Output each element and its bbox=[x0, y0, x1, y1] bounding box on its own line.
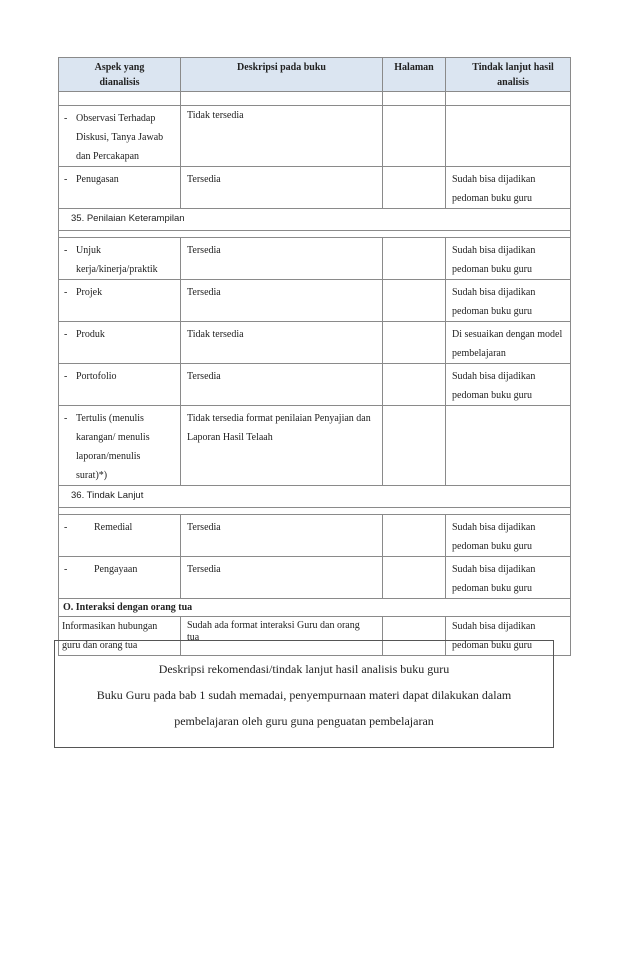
halaman-cell bbox=[383, 617, 445, 620]
section-row bbox=[59, 209, 571, 231]
tindak-cell: Sudah bisa dijadikan pedoman buku guru bbox=[452, 564, 536, 594]
halaman-cell bbox=[383, 280, 445, 283]
aspek-cell: Remedial bbox=[94, 522, 133, 533]
bullet-dash: - bbox=[64, 174, 68, 185]
bullet-dash: - bbox=[64, 287, 68, 298]
empty-row bbox=[59, 231, 571, 238]
deskripsi-cell: Tersedia bbox=[187, 287, 221, 298]
tindak-cell bbox=[446, 406, 570, 409]
tindak-cell: Sudah bisa dijadikan pedoman buku guru bbox=[452, 245, 536, 275]
table-row bbox=[59, 280, 571, 322]
section-title: 36. Tindak Lanjut bbox=[71, 490, 144, 501]
recommendation-box bbox=[54, 640, 554, 748]
bullet-dash: - bbox=[64, 329, 68, 340]
halaman-cell bbox=[383, 557, 445, 560]
deskripsi-cell: Tidak tersedia bbox=[187, 110, 244, 121]
aspek-cell: Pengayaan bbox=[94, 564, 138, 575]
aspek-cell: Tertulis (menulis karangan/ menulis laporan/menulis surat)*) bbox=[76, 413, 150, 481]
empty-row bbox=[59, 508, 571, 515]
deskripsi-cell: Tersedia bbox=[187, 564, 221, 575]
empty-row bbox=[59, 92, 571, 106]
deskripsi-cell: Sudah ada format interaksi Guru dan orang tua bbox=[187, 620, 360, 643]
table-row bbox=[59, 557, 571, 599]
bullet-dash: - bbox=[64, 564, 68, 575]
deskripsi-cell: Tidak tersedia format penilaian Penyajian dan Laporan Hasil Telaah bbox=[187, 413, 371, 443]
table-row bbox=[59, 515, 571, 557]
header-halaman: Halaman bbox=[383, 58, 446, 92]
bullet-dash: - bbox=[64, 113, 68, 124]
halaman-cell bbox=[383, 322, 445, 325]
table-row bbox=[59, 322, 571, 364]
header-aspek: Aspek yang dianalisis bbox=[59, 58, 181, 92]
deskripsi-cell: Tersedia bbox=[187, 174, 221, 185]
aspek-cell: Portofolio bbox=[76, 371, 117, 382]
tindak-cell: Sudah bisa dijadikan pedoman buku guru bbox=[452, 621, 536, 651]
section-row bbox=[59, 486, 571, 508]
bullet-dash: - bbox=[64, 371, 68, 382]
halaman-cell bbox=[383, 106, 445, 109]
table-row bbox=[59, 406, 571, 486]
deskripsi-cell: Tersedia bbox=[187, 522, 221, 533]
halaman-cell bbox=[383, 515, 445, 518]
halaman-cell bbox=[383, 238, 445, 241]
header-deskripsi: Deskripsi pada buku bbox=[181, 58, 383, 92]
table-row bbox=[59, 167, 571, 209]
aspek-cell: Projek bbox=[76, 287, 103, 298]
tindak-cell: Di sesuaikan dengan model pembelajaran bbox=[452, 329, 563, 359]
tindak-cell: Sudah bisa dijadikan pedoman buku guru bbox=[452, 522, 536, 552]
halaman-cell bbox=[383, 406, 445, 409]
table-row bbox=[59, 238, 571, 280]
aspek-cell: Penugasan bbox=[76, 174, 119, 185]
tindak-cell: Sudah bisa dijadikan pedoman buku guru bbox=[452, 371, 536, 401]
halaman-cell bbox=[383, 364, 445, 367]
table-row bbox=[59, 106, 571, 167]
deskripsi-cell: Tidak tersedia bbox=[187, 329, 244, 340]
section-title: 35. Penilaian Keterampilan bbox=[71, 213, 185, 224]
table-row bbox=[59, 364, 571, 406]
aspek-cell: Observasi Terhadap Diskusi, Tanya Jawab dan Percakapan bbox=[76, 113, 164, 162]
bullet-dash: - bbox=[64, 413, 68, 424]
deskripsi-cell: Tersedia bbox=[187, 371, 221, 382]
section-title: O. Interaksi dengan orang tua bbox=[63, 602, 193, 613]
header-tindak: Tindak lanjut hasil analisis bbox=[446, 58, 571, 92]
aspek-cell: Informasikan hubungan guru dan orang tua bbox=[62, 621, 158, 651]
tindak-cell: Sudah bisa dijadikan pedoman buku guru bbox=[452, 287, 536, 317]
aspek-cell: Produk bbox=[76, 329, 105, 340]
header-row bbox=[59, 58, 571, 92]
deskripsi-cell: Tersedia bbox=[187, 245, 221, 256]
recommendation-line-2: pembelajaran oleh guru guna penguatan pembelajaran bbox=[174, 714, 434, 728]
tindak-cell: Sudah bisa dijadikan pedoman buku guru bbox=[452, 174, 536, 204]
bullet-dash: - bbox=[64, 245, 68, 256]
bullet-dash: - bbox=[64, 522, 68, 533]
recommendation-title: Deskripsi rekomendasi/tindak lanjut hasil analisis buku guru bbox=[158, 662, 450, 676]
tindak-cell bbox=[446, 106, 570, 109]
analysis-table bbox=[58, 57, 571, 656]
aspek-cell: Unjuk kerja/kinerja/praktik bbox=[76, 245, 158, 275]
section-row bbox=[59, 599, 571, 617]
halaman-cell bbox=[383, 167, 445, 170]
recommendation-line-1: Buku Guru pada bab 1 sudah memadai, penyempurnaan materi dapat dilakukan dalam bbox=[96, 688, 512, 702]
